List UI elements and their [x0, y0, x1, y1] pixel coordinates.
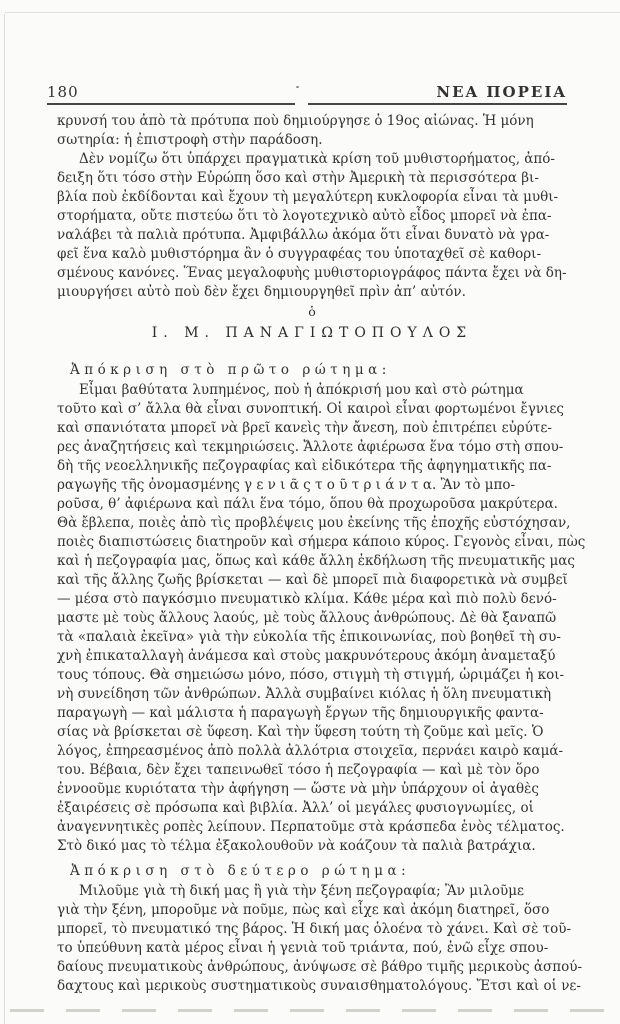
text-line: μιουργήσει αὐτὸ ποὺ δὲν ἔχει δημιουργηθεῖ πρὶν ἀπ’ αὐτόν.: [57, 284, 466, 300]
intro-continuation-paragraph: [57, 112, 567, 150]
text-line: δειξη ὅτι τόσο στὴν Εὐρώπη ὅσο καὶ στὴν Ἀμερικὴ τὰ περισσότερα βι-: [57, 170, 539, 186]
section-1-paragraph: [57, 381, 586, 856]
text-line: ροῦσα, θ’ ἀφιέρωνα καὶ πάλι ἕνα τόμο, ὅπου θὰ προχωροῦσα μακρύτερα.: [57, 496, 558, 512]
text-line: χνὴ ἐπικαταλλαγὴ ἀνάμεσα καὶ στοὺς μακρυνότερους ἀκόμη ἀναμεταξύ: [57, 648, 556, 664]
text-line: ναλάβει τὰ παλιὰ πρότυπα. Ἀμφιβάλλω ἀκόμα ὅτι εἶναι δυνατὸ νὰ γρα-: [57, 227, 550, 243]
text-line: κρυνσή του ἀπὸ τὰ πρότυπα ποὺ δημιούργησε ὁ 19ος αἰώνας. Ἡ μόνη: [57, 113, 534, 129]
body-text: [57, 112, 586, 996]
text-line: — μέσα στὸ παγκόσμιο πνευματικὸ κλίμα. Κάθε μέρα καὶ πιὸ πολὺ δενό-: [57, 591, 557, 607]
text-line: παραγωγὴ — καὶ μάλιστα ἡ παραγωγὴ ἔργων τῆς δημιουργικῆς φαντα-: [57, 705, 544, 721]
text-line: καὶ σπανιότατα μπορεῖ νὰ βρεῖ κανεὶς τὴν ἄνεση, ποὺ ἐπιτρέπει εὐρύτε-: [57, 420, 552, 436]
author-ornament: ὁ: [308, 304, 316, 319]
text-line: Στὸ δικό μας τὸ τέλμα ἐξακολουθοῦν νὰ κοάζουν τὰ παλιὰ βατράχια.: [57, 838, 536, 854]
text-line: σωτηρία: ἡ ἐπιστροφὴ στὴν παράδοση.: [57, 132, 323, 148]
page-header: [47, 84, 567, 100]
text-line: στορήματα, οὔτε πιστεύω ὅτι τὸ λογοτεχνικὸ αὐτὸ εἶδος μπορεῖ νὰ ἐπα-: [57, 208, 552, 224]
section-heading-second-question: Ἀπόκριση στὸ δεύτερο ρώτημα:: [70, 863, 411, 879]
page-edge-left: [4, 14, 5, 1024]
text-line: καὶ ἡ πεζογραφία μας, ὅπως καὶ κάθε ἄλλη ἐκδήλωση τῆς πνευματικῆς μας: [57, 553, 575, 569]
header-rule-right: [308, 103, 567, 105]
text-line: τοῦτο καὶ σ’ ἄλλα θὰ εἶναι συνοπτική. Οἱ καιροὶ εἶναι φορτωμένοι ἔγνιες: [57, 401, 564, 417]
page-edge-top: [5, 12, 620, 13]
text-line: φεῖ ἕνα καλὸ μυθιστόρημα ἂν ὁ συγγραφέας του ὑποταχθεῖ σὲ καθορι-: [57, 246, 542, 262]
author-block: [57, 305, 567, 343]
text-line: δαχτους καὶ μερικοὺς συστηματικοὺς συναισθηματολόγους. Ἔτσι καὶ οἱ νε-: [57, 978, 581, 994]
page-content: [47, 83, 586, 996]
header-rule: [47, 103, 567, 105]
text-line: μαστε μὲ τοὺς ἄλλους λαούς, μὲ τοὺς ἄλλους ἀνθρώπους. Δὲ θὰ ξαναπῶ: [57, 610, 557, 626]
text-line: ἀναγεννητικὲς ροπὲς λείπουν. Περπατοῦμε στὰ κράσπεδα ἑνὸς τέλματος.: [57, 819, 565, 835]
text-line: ραγωγῆς τῆς ὀνομασμένης γ ε ν ι ᾶ ς τ ο ῦ τ ρ ι ά ν τ α. Ἂν τὸ μπο-: [57, 477, 516, 493]
section-heading-first-question: Ἀπόκριση στὸ πρῶτο ρώτημα:: [70, 362, 391, 378]
text-line: ποιὲς διαπιστώσεις διατηροῦν καὶ σήμερα κάποιο κύρος. Γεγονὸς εἶναι, πὼς: [57, 534, 586, 550]
text-line: Εἶμαι βαθύτατα λυπημένος, ποὺ ἡ ἀπόκρισή μου καὶ στὸ ρώτημα: [79, 382, 524, 398]
text-line: βλία ποὺ ἐκδίδονται καὶ ἔχουν τὴ μεγαλύτερη κυκλοφορία εἶναι τὰ μυθι-: [57, 189, 559, 205]
text-line: σίας νὰ βρίσκεται σὲ ὕφεση. Καὶ τὴν ὕφεση τούτη τὴ ζοῦμε καὶ μεῖς. Ὁ: [57, 724, 544, 740]
page-number: 180: [47, 83, 79, 101]
text-line: Μιλοῦμε γιὰ τὴ δική μας ἢ γιὰ τὴν ξένη πεζογραφία; Ἂν μιλοῦμε: [79, 883, 524, 899]
intro-paragraph-2: [57, 150, 567, 302]
header-rule-left: [47, 103, 295, 105]
text-line: καὶ τῆς ἄλλης ζωῆς βρίσκεται — καὶ δὲ μπορεῖ πιὰ διαφορετικὰ νὰ συμβεῖ: [57, 572, 568, 588]
text-line: δαίους πνευματικοὺς ἀνθρώπους, ἀνύψωσε σὲ βάθρο τιμῆς μερικοὺς ἀσπού-: [57, 959, 583, 975]
journal-title: ΝΕΑ ΠΟΡΕΙΑ: [436, 83, 567, 101]
text-line: Δὲν νομίζω ὅτι ὑπάρχει πραγματικὰ κρίση τοῦ μυθιστορήματος, ἀπό-: [79, 151, 555, 167]
text-line: ἐννοοῦμε κυριότατα τὴν ἀφήγηση — ὥστε νὰ μὴν ὑπάρχουν οἱ ἀγαθὲς: [57, 781, 539, 797]
text-line: μπορεῖ, τὸ πνευματικό της βάρος. Ἡ δική μας ὁλοένα τὸ χάνει. Καὶ σὲ τοῦ-: [57, 921, 572, 937]
text-line: ρες ἀναζητήσεις καὶ τεκμηριώσεις. Ἄλλοτε ἀφιέρωσα ἕνα τόμο στὴ σπου-: [57, 439, 564, 455]
scan-artifact-bottom: [10, 1009, 620, 1012]
text-line: γιὰ τὴν ξένη, μποροῦμε νὰ ποῦμε, πὼς καὶ εἶχε καὶ ἀκόμη διατηρεῖ, ὅσο: [57, 902, 550, 918]
author-name: Ι. Μ. ΠΑΝΑΓΙΩΤΟΠΟΥΛΟΣ: [151, 325, 473, 341]
section-2-paragraph: [57, 882, 583, 996]
text-line: ἐξαιρέσεις σὲ πρόσωπα καὶ βιβλία. Ἀλλ’ οἱ μεγάλες φυσιογνωμίες, οἱ: [57, 800, 534, 816]
text-line: λόγος, ἐπηρεασμένος ἀπὸ πολλὰ ἀλλότρια στοιχεῖα, περνάει καιρὸ καμά-: [57, 743, 564, 759]
text-line: του. Βέβαια, δὲν ἔχει ταπεινωθεῖ τόσο ἡ πεζογραφία — καὶ μὲ τὸν ὅρο: [57, 762, 540, 778]
text-line: νὴ συνείδηση τῶν ἀνθρώπων. Ἀλλὰ συμβαίνει κιόλας ἡ ὅλη πνευματικὴ: [57, 686, 552, 702]
text-line: τους τόπους. Θὰ σημειώσω μόνο, πόσο, στιγμὴ τὴ στιγμή, ὡριμάζει ἡ κοι-: [57, 667, 565, 683]
text-line: τὰ «παλαιὰ ἐκεῖνα» γιὰ τὴν εὐκολία τῆς ἐπικοινωνίας, ποὺ βοηθεῖ τὴ συ-: [57, 629, 561, 645]
text-line: δὴ τῆς νεοελληνικῆς πεζογραφίας καὶ εἰδικότερα τῆς ἀφηγηματικῆς πα-: [57, 458, 552, 474]
text-line: σμένους κανόνες. Ἕνας μεγαλοφυὴς μυθιστοριογράφος πάντα ἔχει νὰ δη-: [57, 265, 567, 281]
header-rule-gap: [295, 103, 308, 105]
text-line: Θὰ ἔβλεπα, ποιὲς ἀπὸ τὶς προβλέψεις μου ἐκείνης τῆς ἐποχῆς εὐστόχησαν,: [57, 515, 571, 531]
text-line: το ὑπεύθυνη κατὰ μέρος εἶναι ἡ γενιὰ τοῦ τριάντα, πού, ἐνῶ εἶχε σπου-: [57, 940, 549, 956]
